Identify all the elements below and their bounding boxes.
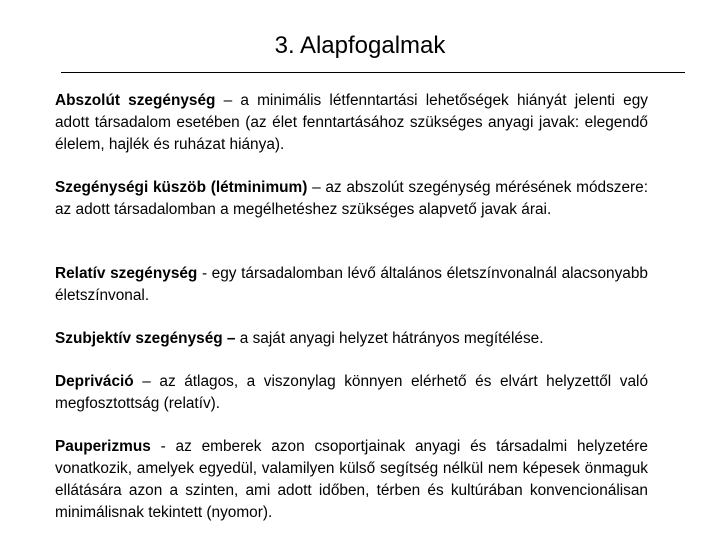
definition-text: - az emberek azon csoportjainak anyagi és társadalmi helyzetére vonatkozik, amelyek egyedül, valamilyen külső segítség nélkül nem képesek önmaguk ellátására azon a szinten, ami adott időben, térben és kultúrában konvencionálisan minimálisnak tekintett (nyomor). xyxy=(55,438,648,521)
definition-text: a saját anyagi helyzet hátrányos megítélése. xyxy=(235,330,544,347)
definition-term: Szubjektív szegénység – xyxy=(55,330,236,347)
title-divider xyxy=(61,72,685,73)
definition-term: Pauperizmus xyxy=(55,438,151,455)
definition-term: Szegénységi küszöb (létminimum) xyxy=(55,179,308,196)
definition-deprivation xyxy=(55,371,648,415)
definition-term: Depriváció xyxy=(55,373,134,390)
definition-poverty-threshold xyxy=(55,177,648,221)
definition-text: - egy társadalomban lévő általános életszínvonalnál alacsonyabb életszínvonal. xyxy=(55,265,648,304)
slide-title: 3. Alapfogalmak xyxy=(274,32,446,59)
definition-relative-poverty xyxy=(55,263,648,307)
definition-text: – a minimális létfenntartási lehetőségek hiányát jelenti egy adott társadalom esetében (az élet fenntartásához szükséges anyagi javak: elegendő élelem, hajlék és ruházat hiánya). xyxy=(55,92,648,153)
definition-subjective-poverty xyxy=(55,328,648,350)
definition-absolute-poverty xyxy=(55,90,648,156)
definition-term: Abszolút szegénység xyxy=(55,92,216,109)
definition-text: – az abszolút szegénység mérésének módszere: az adott társadalomban a megélhetéshez szükséges alapvető javak árai. xyxy=(55,179,648,218)
definition-term: Relatív szegénység xyxy=(55,265,198,282)
definition-pauperism xyxy=(55,436,648,524)
definition-text: – az átlagos, a viszonylag könnyen elérhető és elvárt helyzettől való megfosztottság (relatív). xyxy=(55,373,648,412)
